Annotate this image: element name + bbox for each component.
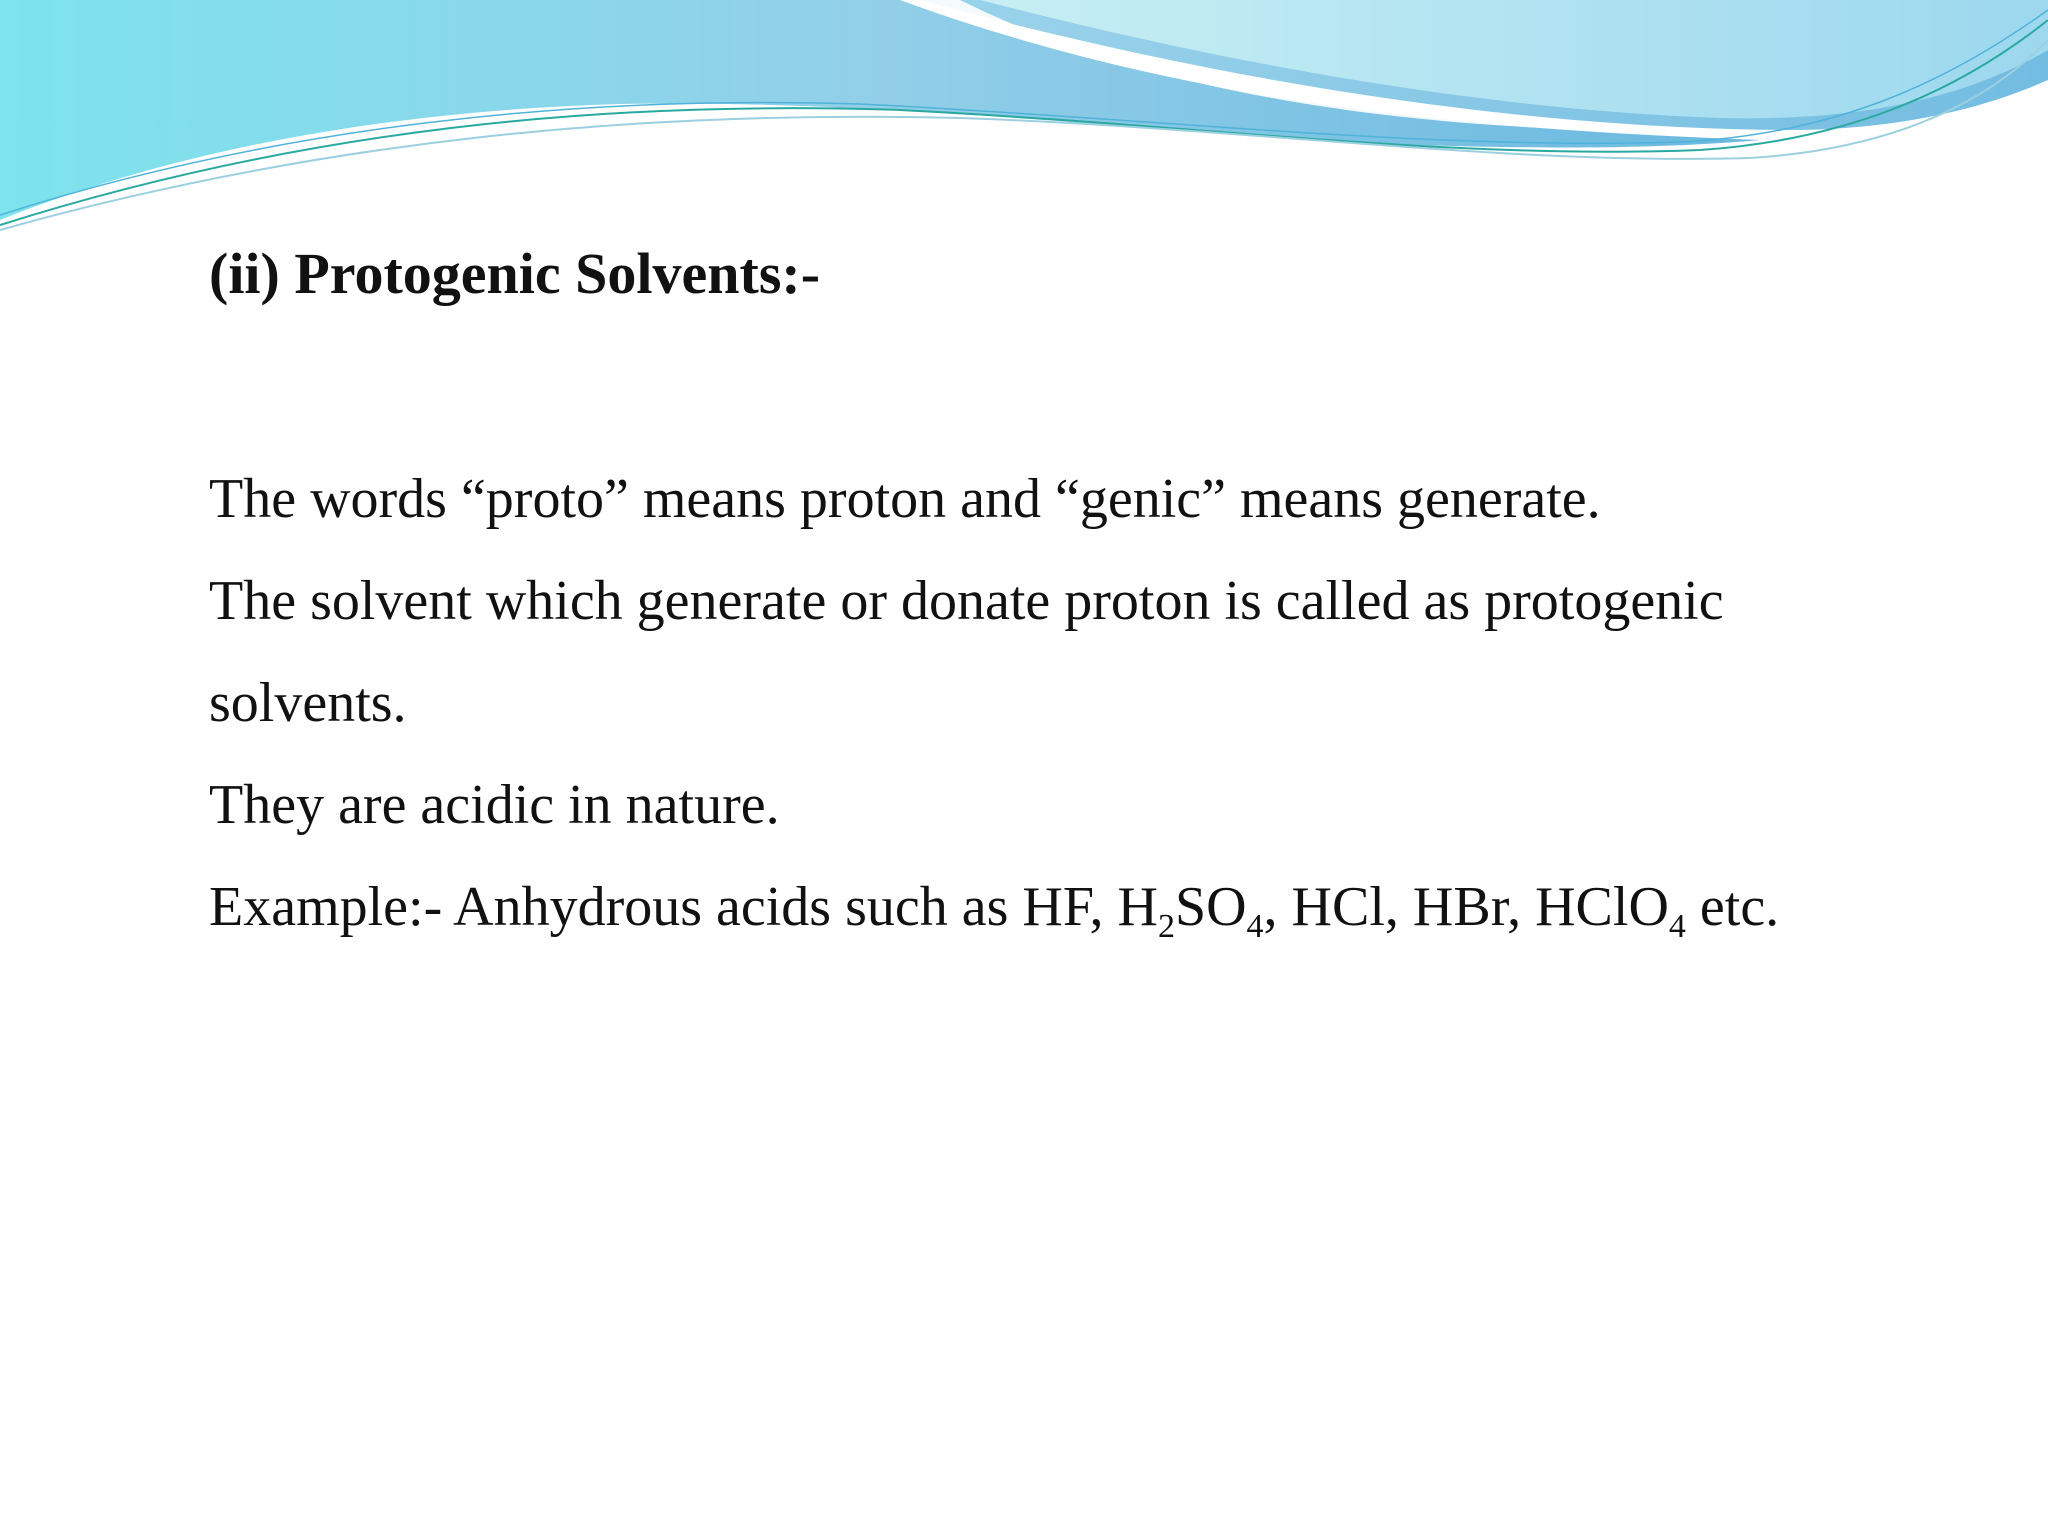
formula-hclo4: HClO$_4$ [1535, 876, 1686, 945]
example-line [209, 856, 1779, 958]
body-line-3: solvents. [209, 672, 407, 734]
slide-body [209, 448, 1779, 958]
body-line-1: The words “proto” means proton and “genic” means generate. [209, 468, 1601, 530]
example-prefix: Example:- Anhydrous acids such as HF, [209, 876, 1118, 938]
header-wave-decoration [0, 0, 2048, 240]
slide-heading: (ii) Protogenic Solvents:- [209, 241, 821, 306]
body-line-2: The solvent which generate or donate proton is called as protogenic [209, 570, 1724, 632]
example-middle: , HCl, HBr, [1263, 876, 1536, 938]
formula-h2so4: $H_2SO_4$ [1117, 876, 1264, 945]
body-line-4: They are acidic in nature. [209, 774, 780, 836]
example-suffix: etc. [1685, 876, 1780, 938]
